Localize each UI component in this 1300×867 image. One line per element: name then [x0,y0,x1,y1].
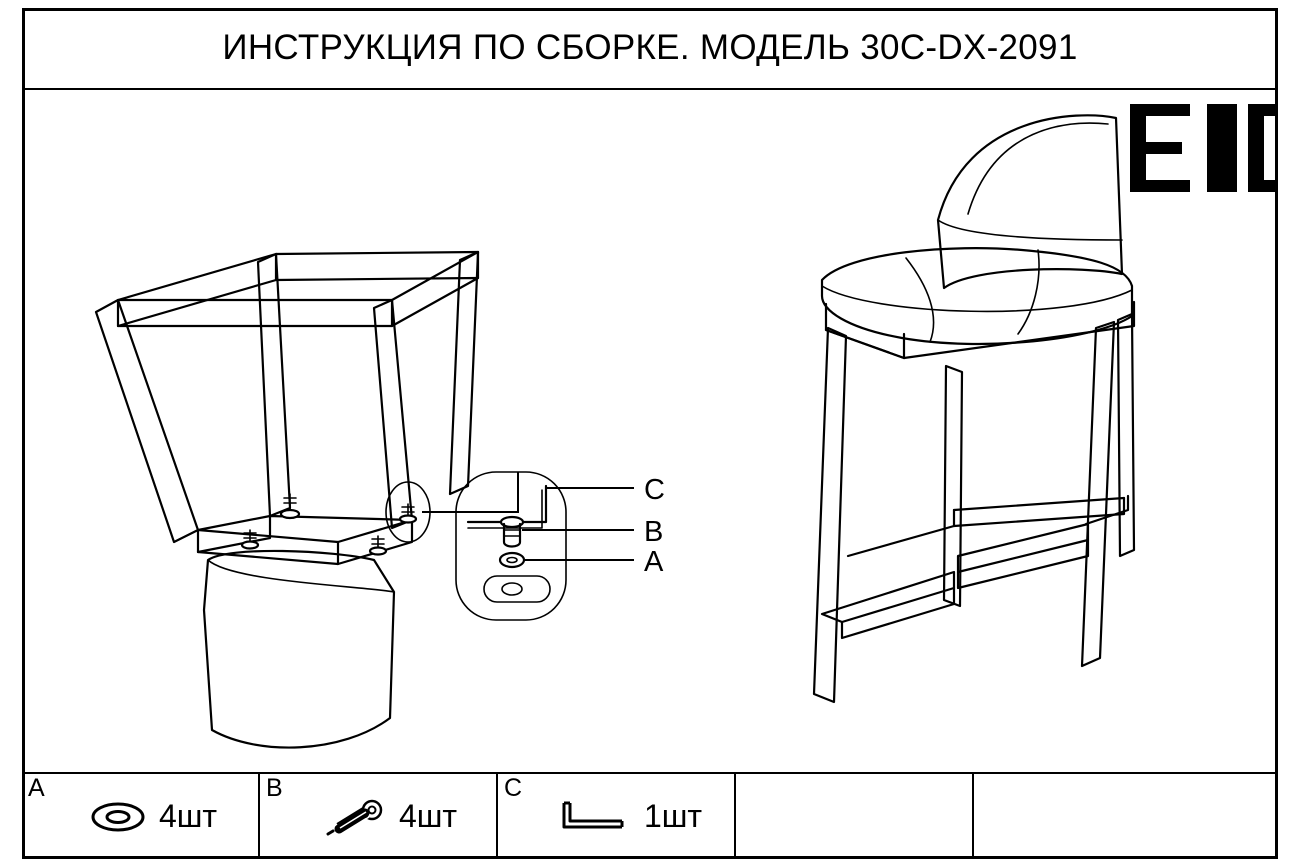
bolt-icon [325,797,387,837]
parts-cell-empty-2 [974,774,1278,859]
parts-letter-b: B [266,774,283,802]
parts-qty-a: 4шт [158,798,218,834]
assembly-illustrations [22,90,1278,772]
parts-cell-b [260,774,498,859]
parts-cell-a [22,774,260,859]
parts-cell-c [498,774,736,859]
title-bar [22,8,1278,90]
callout-label-b: B [644,516,664,548]
washer-icon-detail [500,553,524,567]
parts-letter-a: A [28,774,45,802]
page-title: ИНСТРУКЦИЯ ПО СБОРКЕ. МОДЕЛЬ 30C-DX-2091 [222,28,1078,67]
eac-mark-icon [1130,104,1278,192]
washer-icon [89,800,147,834]
drawing-area [22,90,1278,772]
allen-key-icon [556,797,632,837]
parts-qty-b: 4шт [398,798,458,834]
parts-table [22,772,1278,859]
callout-label-c: C [644,474,665,506]
callout-label-a: A [644,546,664,578]
parts-letter-c: C [504,774,523,802]
detail-callout-bubble [422,472,634,620]
right-illustration-finished-stool [814,115,1134,702]
bolt-icon-detail [501,517,523,547]
parts-qty-c: 1шт [643,798,703,834]
parts-cell-empty-1 [736,774,974,859]
left-illustration-upside-down-stool [96,252,478,748]
mounting-plate-detail [484,576,550,602]
